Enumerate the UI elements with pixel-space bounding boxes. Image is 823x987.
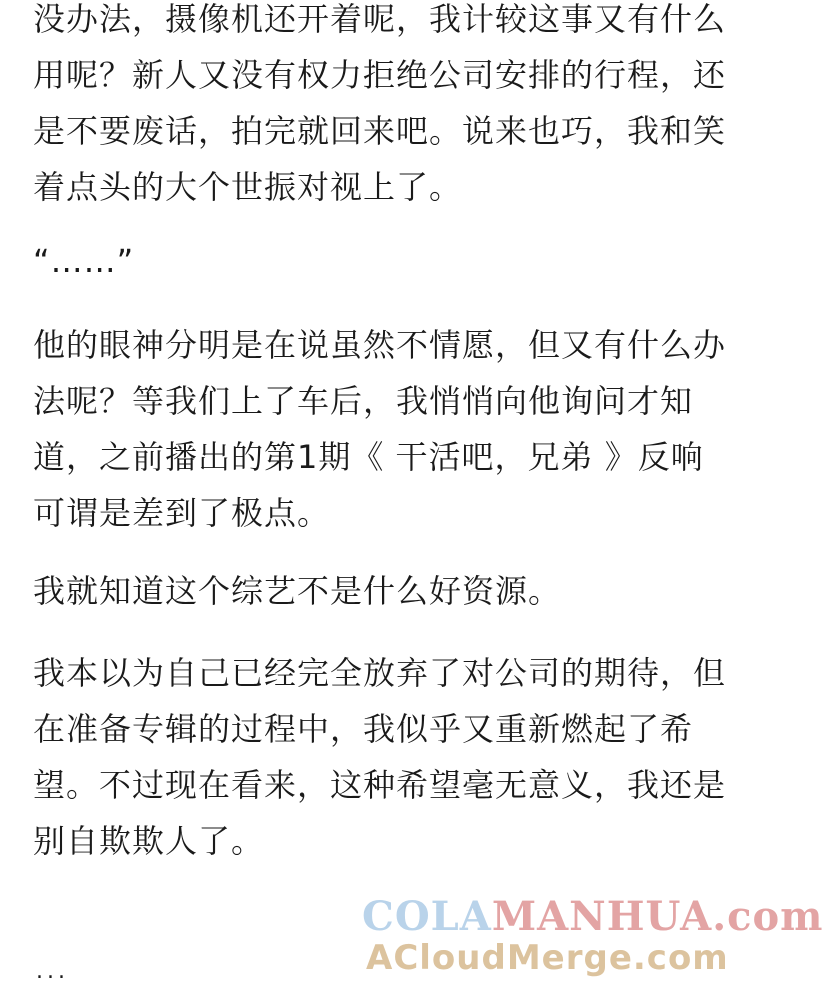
- watermark-site: ACloudMerge.com: [366, 938, 729, 978]
- paragraph: 没办法，摄像机还开着呢，我计较这事又有什么用呢？新人又没有权力拒绝公司安排的行程，还是不要废话，拍完就回来吧。说来也巧，我和笑着点头的大个世振对视上了。: [33, 0, 727, 206]
- paragraph-dialogue: “……”: [33, 242, 135, 280]
- paragraph: 他的眼神分明是在说虽然不情愿，但又有什么办法呢？等我们上了车后，我悄悄向他询问才知道，之前播出的第1期《 干活吧，兄弟 》反响可谓是差到了极点。: [33, 326, 727, 532]
- paragraph: 我本以为自己已经完全放弃了对公司的期待，但在准备专辑的过程中，我似乎又重新燃起了希望。不过现在看来，这种希望毫无意义，我还是别自欺欺人了。: [33, 654, 727, 860]
- watermark-brand-manhua: MANHUA.com: [491, 893, 823, 940]
- watermark-brand-cola: COLA: [362, 893, 492, 940]
- paragraph: 我就知道这个综艺不是什么好资源。: [33, 572, 562, 610]
- watermark: [362, 893, 823, 983]
- watermark-brand: [362, 893, 823, 941]
- continuation-dots: ...: [36, 959, 69, 984]
